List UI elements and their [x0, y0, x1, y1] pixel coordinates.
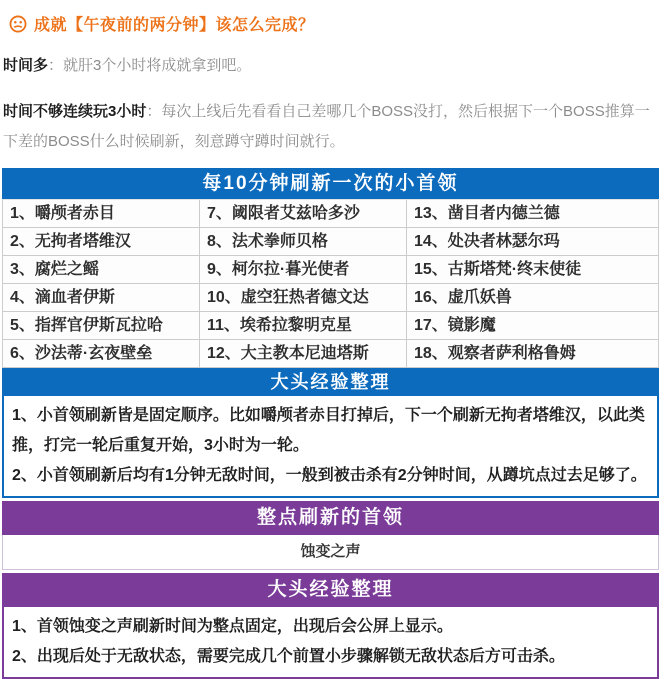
experience-section-hourly-boss [2, 573, 659, 679]
table-cell: 18、观察者萨利格鲁姆 [407, 340, 659, 368]
tip-label: 时间不够连续玩3小时 [3, 103, 147, 120]
table-cell: 17、镜影魔 [407, 312, 659, 340]
section-header: 大头经验整理 [2, 368, 659, 396]
table-cell: 14、处决者林瑟尔玛 [407, 228, 659, 256]
tip-paragraph-time-short [3, 97, 659, 157]
boss-refresh-table [2, 168, 659, 368]
table-cell: 6、沙法蒂·玄夜壁垒 [3, 340, 200, 368]
table-cell: 15、古斯塔梵·终末使徒 [407, 256, 659, 284]
tip-label: 时间多 [3, 57, 49, 74]
hourly-boss-name: 蚀变之声 [2, 535, 659, 570]
table-cell: 16、虚爪妖兽 [407, 284, 659, 312]
page-title-row [9, 12, 659, 35]
table-cell: 10、虚空狂热者德文达 [200, 284, 407, 312]
boss-table-body [2, 199, 659, 368]
table-cell: 12、大主教本尼迪塔斯 [200, 340, 407, 368]
tip-text: ：每次上线后先看看自己差哪几个BOSS没打，然后根据下一个BOSS推算一下差的BOSS什么时候刷新，刻意蹲守蹲时间就行。 [3, 103, 650, 150]
table-cell: 4、滴血者伊斯 [3, 284, 200, 312]
table-cell: 13、凿目者内德兰德 [407, 200, 659, 228]
tip-text: ：就肝3个小时将成就拿到吧。 [48, 57, 252, 74]
table-cell: 8、法术拳师贝格 [200, 228, 407, 256]
article-page [2, 12, 659, 679]
experience-line: 2、出现后处于无敌状态，需要完成几个前置小步骤解锁无敌状态后方可击杀。 [12, 648, 565, 665]
section-header: 大头经验整理 [2, 573, 659, 607]
section-body [2, 396, 659, 498]
table-cell: 7、阈限者艾兹哈多沙 [200, 200, 407, 228]
page-title: 成就【午夜前的两分钟】该怎么完成？ [34, 17, 315, 34]
section-body [2, 607, 659, 679]
table-cell: 9、柯尔拉·暮光使者 [200, 256, 407, 284]
experience-section-minibosses [2, 368, 659, 498]
section-header: 整点刷新的首领 [2, 501, 659, 535]
smiley-face-icon [9, 15, 27, 33]
table-cell: 11、埃希拉黎明克星 [200, 312, 407, 340]
hourly-boss-section [2, 501, 659, 570]
boss-table-header: 每10分钟刷新一次的小首领 [2, 168, 659, 199]
table-cell: 5、指挥官伊斯瓦拉哈 [3, 312, 200, 340]
tip-paragraph-time-rich [3, 51, 659, 81]
table-cell: 1、嚼颅者赤目 [3, 200, 200, 228]
experience-line: 2、小首领刷新后均有1分钟无敌时间，一般到被击杀有2分钟时间，从蹲坑点过去足够了。 [12, 467, 647, 484]
table-cell: 2、无拘者塔维汉 [3, 228, 200, 256]
experience-line: 1、小首领刷新皆是固定顺序。比如嚼颅者赤目打掉后，下一个刷新无拘者塔维汉，以此类推，打完一轮后重复开始，3小时为一轮。 [12, 407, 645, 454]
experience-line: 1、首领蚀变之声刷新时间为整点固定，出现后会公屏上显示。 [12, 618, 453, 635]
table-cell: 3、腐烂之鳐 [3, 256, 200, 284]
